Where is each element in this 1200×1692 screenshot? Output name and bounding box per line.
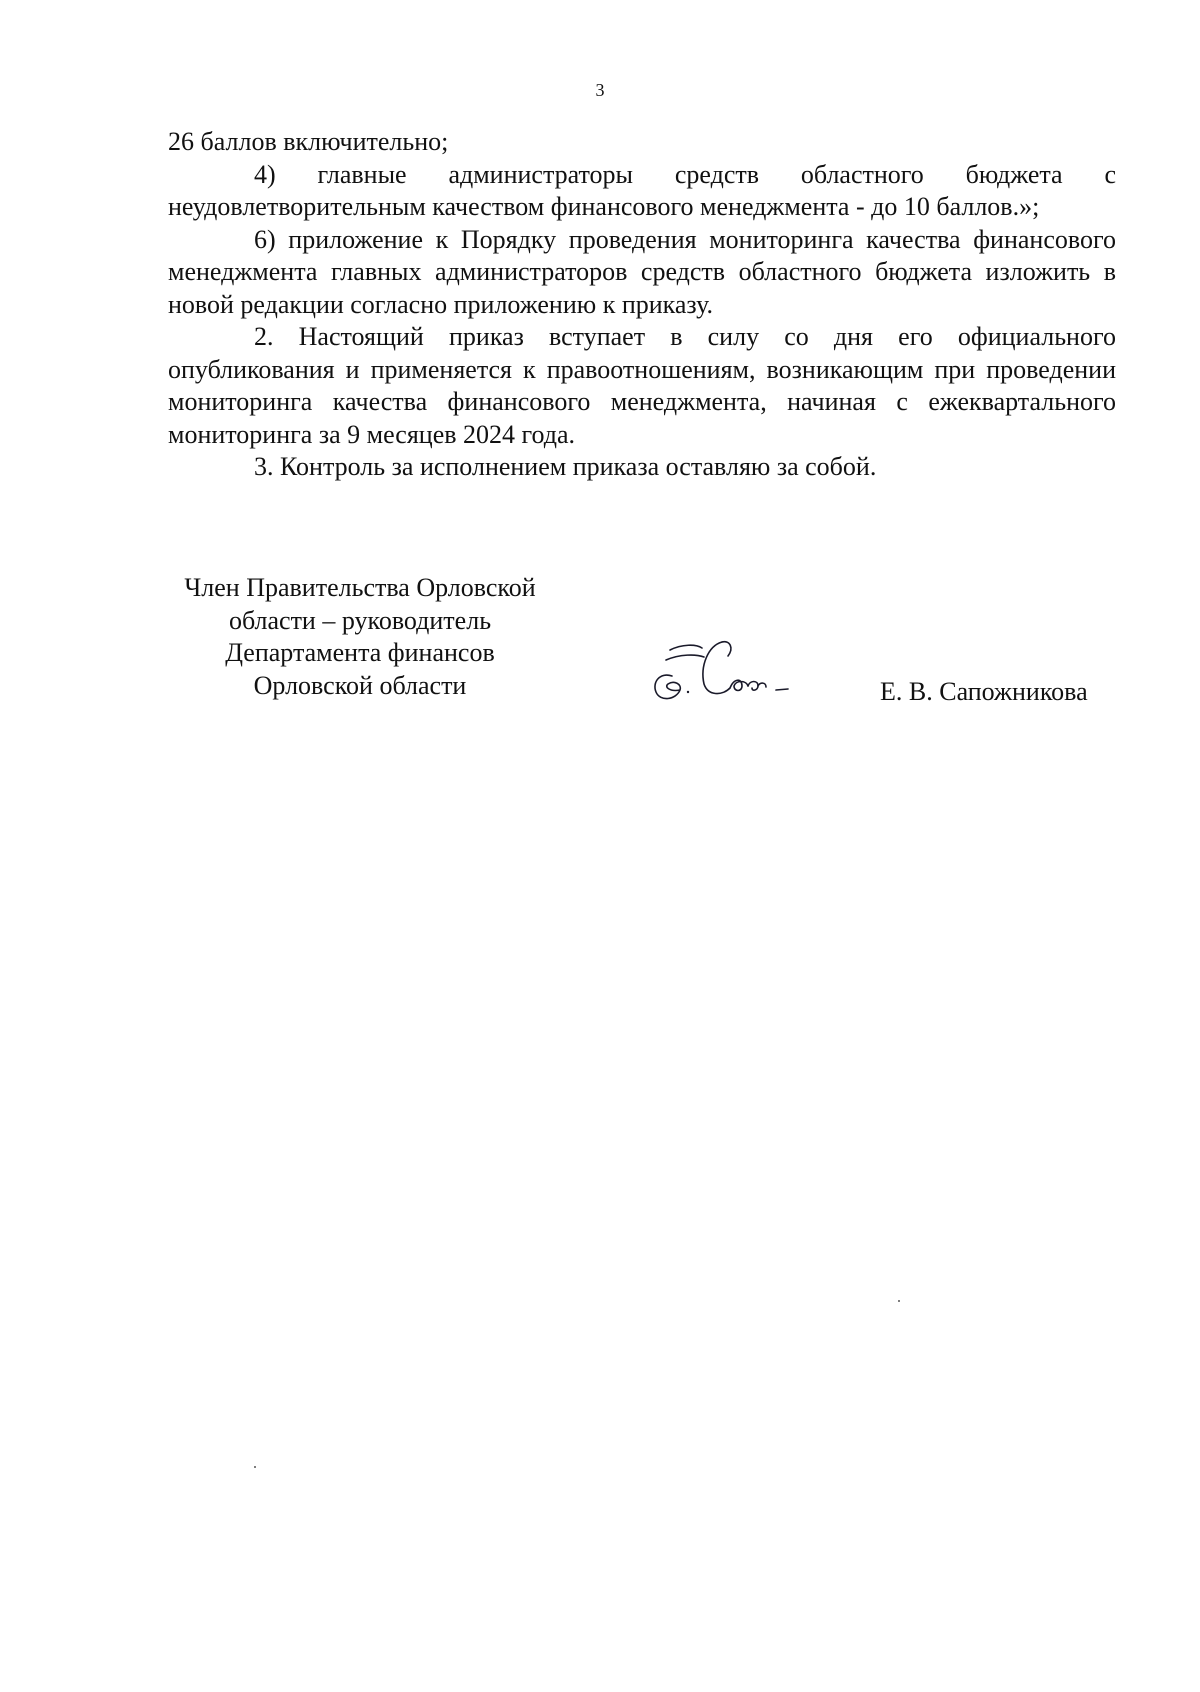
paragraph-clause-2: 2. Настоящий приказ вступает в силу со дня его официального опубликования и применяется к правоотношениям, возникающим при проведении мониторинга качества финансового менеджмента, начиная с ежеквартального мониторинга за 9 месяцев 2024 года. — [168, 322, 1116, 449]
scan-speck — [254, 1466, 256, 1468]
signer-name: Е. В. Сапожникова — [880, 677, 1088, 706]
signatory-title-line: Департамента финансов — [225, 638, 495, 667]
signatory-title-line: Член Правительства Орловской — [184, 573, 536, 602]
paragraph-clause-3: 3. Контроль за исполнением приказа оставляю за собой. — [254, 452, 877, 481]
signatory-title-line: области – руководитель — [228, 605, 492, 635]
paragraph-continuation: 26 баллов включительно; — [168, 127, 449, 156]
scan-speck — [898, 1300, 900, 1302]
handwritten-signature — [630, 632, 800, 712]
paragraph-item-6: 6) приложение к Порядку проведения мониторинга качества финансового менеджмента главных администраторов средств областного бюджета изложить в новой редакции согласно приложению к приказу. — [168, 224, 1116, 319]
signatory-title-line: Орловской области — [253, 670, 467, 700]
signatory-title-block — [150, 572, 570, 702]
page-number: 3 — [595, 80, 605, 100]
paragraph-item-4: 4) главные администраторы средств областного бюджета с неудовлетворительным качеством финансового менеджмента - до 10 баллов.»; — [168, 159, 1116, 221]
document-body — [168, 126, 1116, 484]
